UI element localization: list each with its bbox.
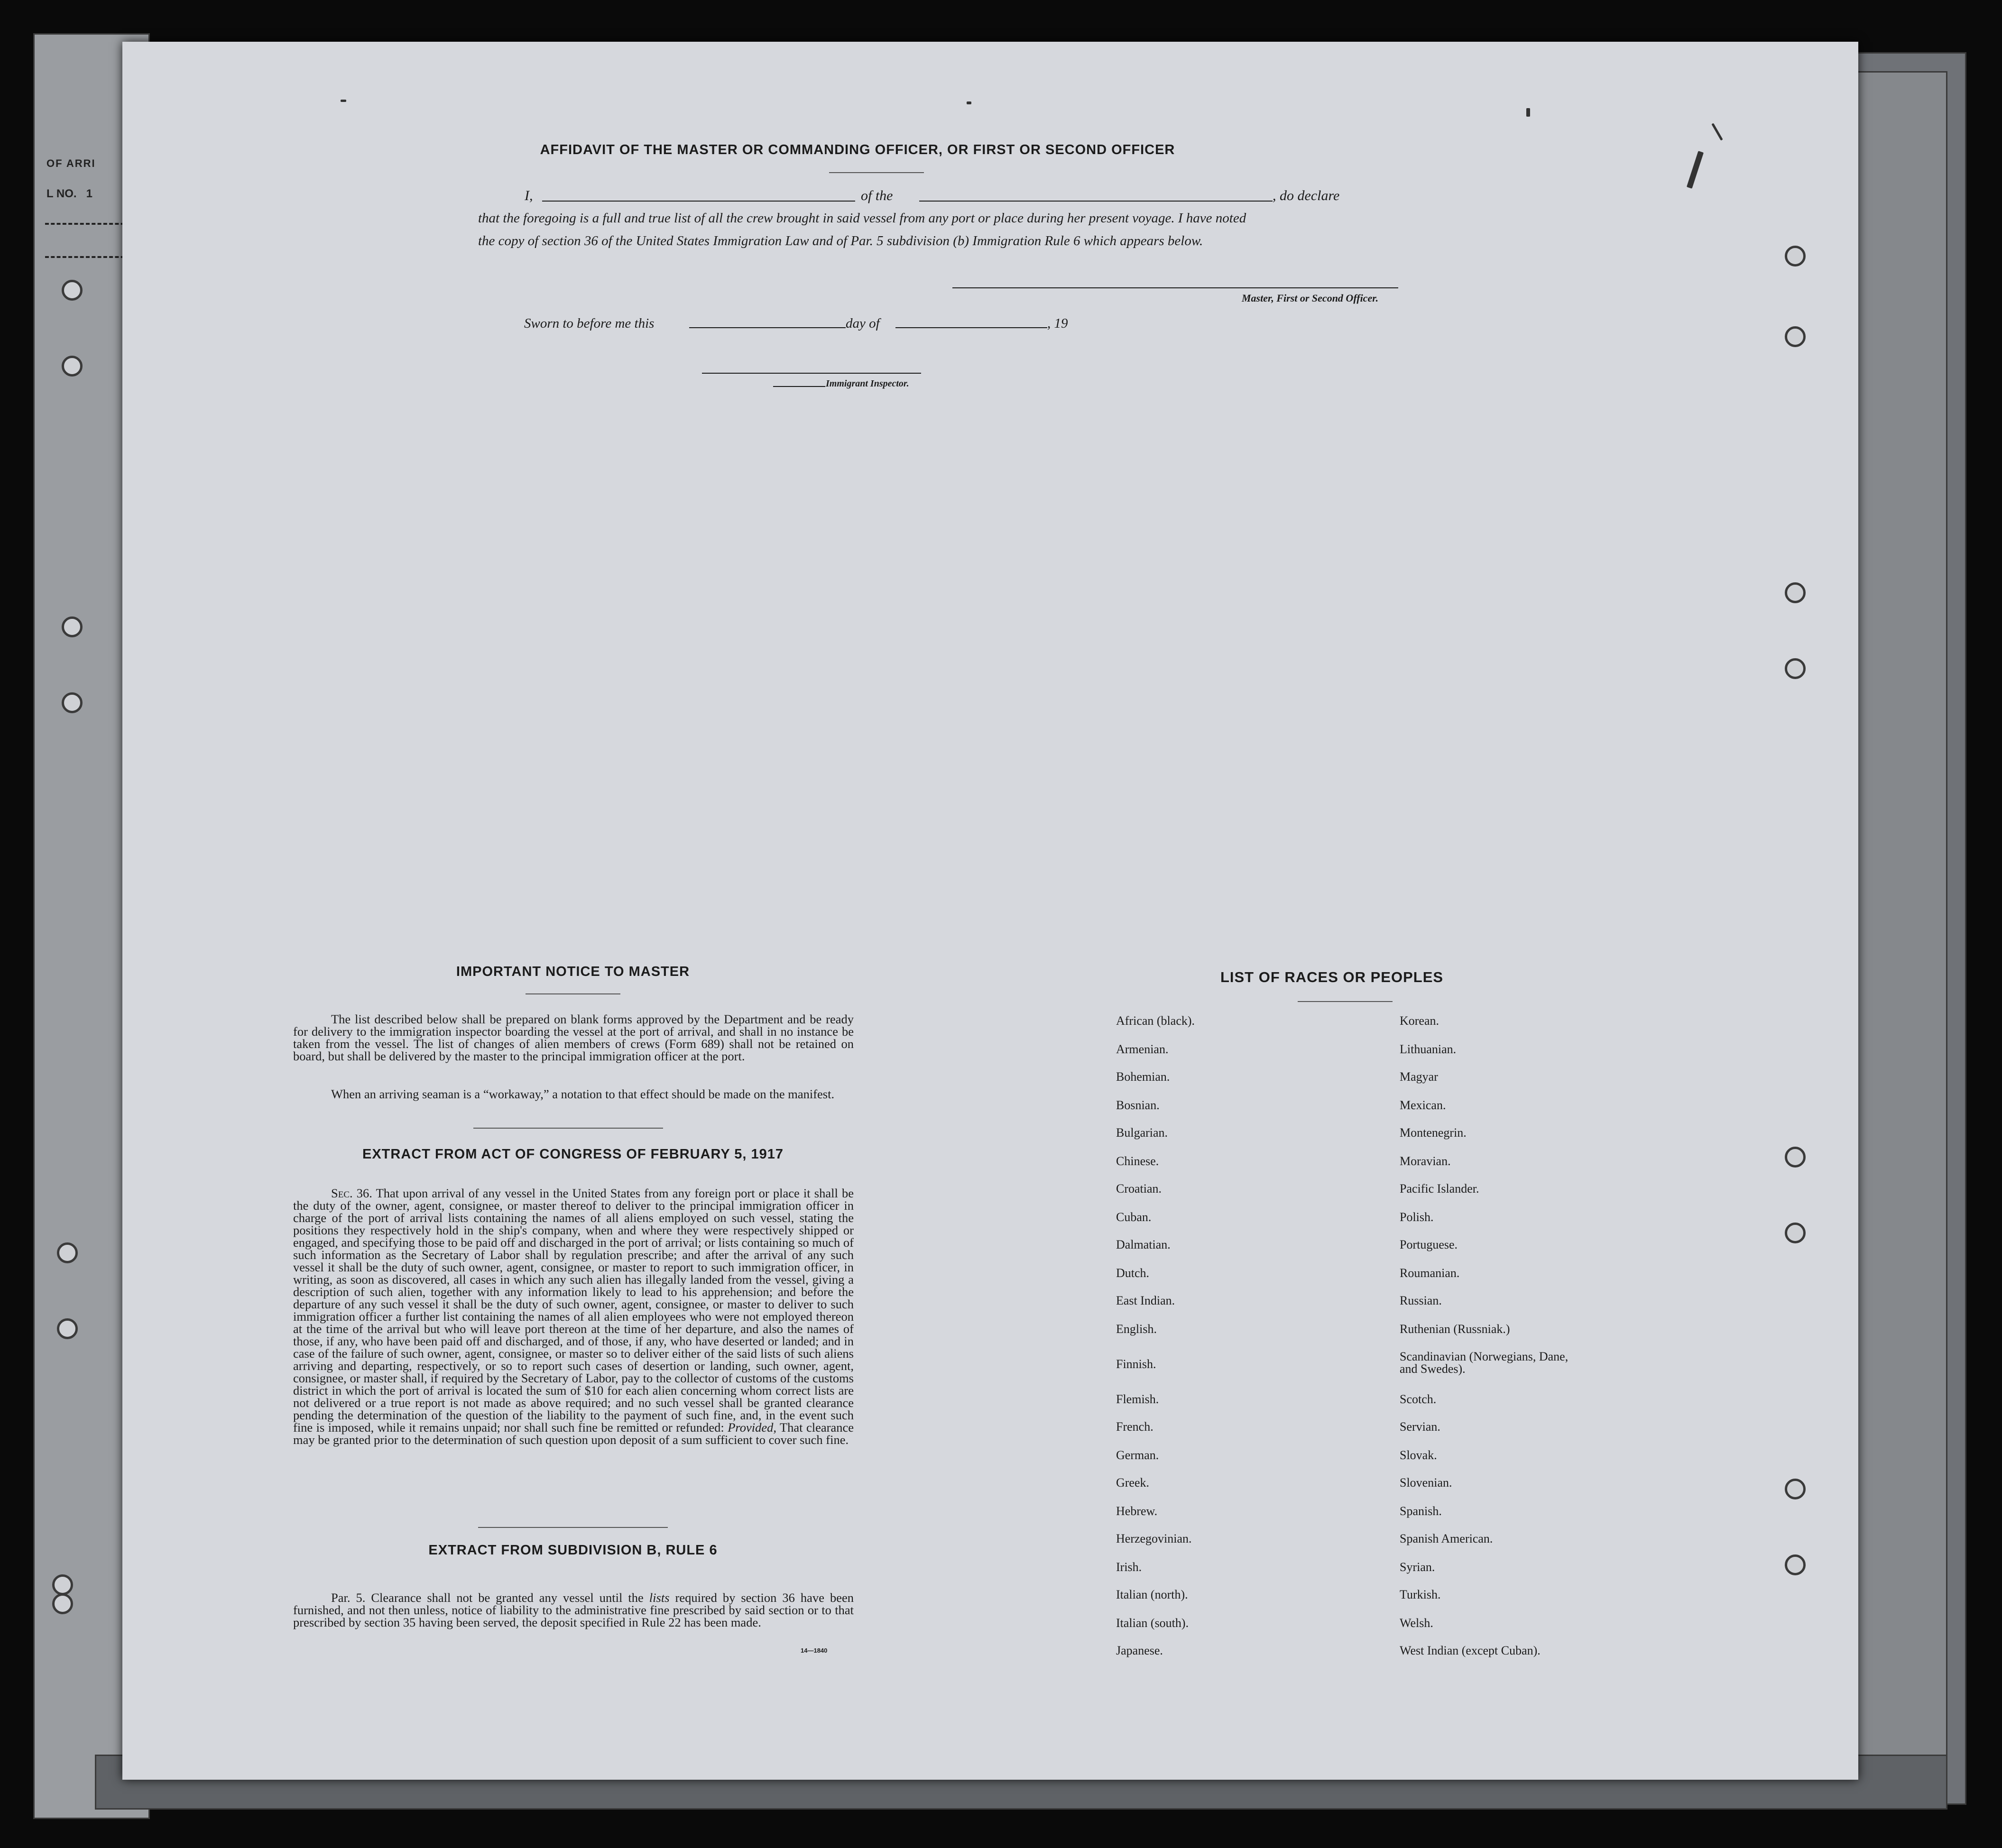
notice-paragraph-1: The list described below shall be prepared on blank forms approved by the Department and be ready for delivery to the immigration inspector boarding the vessel at the port of arrival, and shall in no instance be taken from the vessel. The list of changes of alien members of crews (Form 689) shall not be retained on board, but shall be delivered by the master to the principal immigration officer at the port. — [293, 1012, 854, 1063]
race-item-left: Hebrew. — [1116, 1504, 1158, 1518]
sworn-end: , 19 — [1047, 316, 1068, 331]
notice-title: IMPORTANT NOTICE TO MASTER — [456, 964, 690, 979]
master-signature-label: Master, First or Second Officer. — [1242, 292, 1379, 304]
inspector-label: Immigrant Inspector. — [826, 378, 909, 389]
race-item-left: Finnish. — [1116, 1357, 1156, 1371]
race-item-right: Scotch. — [1400, 1392, 1437, 1406]
lists-word: lists — [649, 1591, 670, 1605]
race-item-left: Bosnian. — [1116, 1098, 1160, 1112]
binding-hole — [1785, 1223, 1806, 1243]
binding-hole — [1785, 326, 1806, 347]
binding-hole — [1785, 246, 1806, 267]
race-item-left: Armenian. — [1116, 1042, 1169, 1056]
race-item-right: Servian. — [1400, 1420, 1440, 1434]
affidavit-line2: that the foregoing is a full and true list of all the crew brought in said vessel from any port or place during her present voyage. I have noted — [478, 211, 1246, 226]
extract-act-divider — [478, 1527, 668, 1528]
race-item-left: French. — [1116, 1420, 1153, 1434]
notice-divider — [473, 1128, 663, 1129]
back-sheet-right-2 — [1850, 71, 1947, 1791]
form-page — [122, 42, 1858, 1780]
race-item-left: Bohemian. — [1116, 1070, 1170, 1084]
sworn-start: Sworn to before me this — [524, 316, 655, 331]
race-item-left: Japanese. — [1116, 1644, 1163, 1657]
binding-hole — [1785, 1554, 1806, 1575]
binding-hole — [52, 1593, 73, 1614]
binding-hole — [57, 1242, 78, 1263]
rule-text-a: Par. 5. Clearance shall not be granted any vessel until the — [331, 1591, 644, 1605]
race-item-right: Roumanian. — [1400, 1266, 1460, 1280]
ink-mark — [341, 100, 346, 102]
binding-hole — [1785, 658, 1806, 679]
inspector-short-line — [773, 386, 825, 387]
edge-dash-line-2 — [45, 256, 130, 258]
blank-month-line — [895, 327, 1047, 328]
edge-fragment-1: OF ARRI — [46, 157, 96, 169]
ink-mark — [967, 101, 971, 104]
race-item-right: Portuguese. — [1400, 1238, 1458, 1251]
race-item-right: Montenegrin. — [1400, 1126, 1467, 1140]
race-item-right: Ruthenian (Russniak.) — [1400, 1322, 1510, 1336]
binding-hole — [62, 616, 83, 637]
race-item-left: English. — [1116, 1322, 1157, 1336]
race-item-right: Magyar — [1400, 1070, 1438, 1084]
sworn-mid: day of — [846, 316, 880, 331]
race-item-right: Pacific Islander. — [1400, 1182, 1479, 1195]
rule-text-b: required by section 36 have been furnished, and not then unless, notice of liability to the administrative fine prescribed by said section or to that prescribed by section 35 having been served, the deposit specified in Rule 22 has been made. — [293, 1591, 854, 1629]
race-item-left: Bulgarian. — [1116, 1126, 1168, 1140]
race-item-left: Flemish. — [1116, 1392, 1159, 1406]
race-item-right: Spanish American. — [1400, 1532, 1493, 1545]
race-item-left: African (black). — [1116, 1014, 1195, 1028]
race-item-left: Italian (north). — [1116, 1588, 1188, 1601]
binding-hole — [62, 356, 83, 377]
binding-hole — [1785, 582, 1806, 603]
edge-dash-line-1 — [45, 223, 130, 225]
race-item-left: Cuban. — [1116, 1210, 1152, 1224]
blank-name-line — [542, 201, 855, 202]
notice-title-divider — [526, 993, 620, 994]
ink-mark — [1526, 108, 1530, 117]
race-item-left: Chinese. — [1116, 1154, 1159, 1168]
extract-act-title: EXTRACT FROM ACT OF CONGRESS OF FEBRUARY 5, 1917 — [362, 1147, 784, 1162]
race-item-right: Polish. — [1400, 1210, 1434, 1224]
master-signature-line — [952, 287, 1398, 288]
notice-paragraph-2: When an arriving seaman is a “workaway,” a notation to that effect should be made on the manifest. — [331, 1087, 835, 1101]
race-item-left: Herzegovinian. — [1116, 1532, 1192, 1545]
race-item-right: Slovenian. — [1400, 1476, 1452, 1489]
blank-vessel-line — [919, 201, 1273, 202]
inspector-signature-line — [702, 373, 921, 374]
race-item-right: Turkish. — [1400, 1588, 1441, 1601]
extract-rule-text — [293, 1591, 854, 1628]
race-item-left: Irish. — [1116, 1560, 1142, 1574]
blank-day-line — [689, 327, 846, 328]
race-item-right: Scandinavian (Norwegians, Dane, and Swedes). — [1400, 1350, 1568, 1376]
affidavit-line1-end: , do declare — [1273, 188, 1340, 203]
race-item-right: Syrian. — [1400, 1560, 1435, 1574]
race-item-right: Slovak. — [1400, 1448, 1437, 1462]
race-item-left: Dalmatian. — [1116, 1238, 1171, 1251]
affidavit-line1-start: I, — [525, 188, 533, 203]
race-item-left: Greek. — [1116, 1476, 1150, 1489]
race-item-right: Mexican. — [1400, 1098, 1446, 1112]
races-title-divider — [1298, 1001, 1393, 1002]
binding-hole — [62, 692, 83, 713]
race-item-left: Dutch. — [1116, 1266, 1150, 1280]
section-label: Sec. 36. — [331, 1186, 372, 1200]
provided-text: That clearance may be granted prior to the determination of such question upon deposit of a sum sufficient to cover such fine. — [293, 1420, 854, 1447]
race-item-right: Welsh. — [1400, 1616, 1433, 1630]
race-item-left: Croatian. — [1116, 1182, 1162, 1195]
affidavit-line3: the copy of section 36 of the United States Immigration Law and of Par. 5 subdivision (b) Immigration Rule 6 which appears below. — [478, 233, 1203, 248]
provided-label: Provided, — [728, 1420, 776, 1434]
races-title: LIST OF RACES OR PEOPLES — [1220, 969, 1444, 985]
race-item-right: Spanish. — [1400, 1504, 1442, 1518]
extract-act-text — [293, 1187, 854, 1446]
race-item-right: Lithuanian. — [1400, 1042, 1457, 1056]
affidavit-title-divider — [829, 172, 924, 173]
affidavit-title: AFFIDAVIT OF THE MASTER OR COMMANDING OFFICER, OR FIRST OR SECOND OFFICER — [540, 142, 1175, 157]
race-item-right: Russian. — [1400, 1294, 1442, 1307]
race-item-left: German. — [1116, 1448, 1159, 1462]
form-number: 14—1840 — [801, 1647, 828, 1654]
binding-hole — [1785, 1147, 1806, 1168]
ink-mark — [1711, 123, 1723, 140]
binding-hole — [1785, 1479, 1806, 1499]
binding-hole — [52, 1574, 73, 1595]
binding-hole — [57, 1318, 78, 1339]
race-item-right: West Indian (except Cuban). — [1400, 1644, 1541, 1657]
race-item-left: Italian (south). — [1116, 1616, 1189, 1630]
affidavit-line1-mid: of the — [861, 188, 893, 203]
binding-hole — [62, 280, 83, 301]
race-item-left: East Indian. — [1116, 1294, 1175, 1307]
race-item-right: Moravian. — [1400, 1154, 1451, 1168]
section-36-body: That upon arrival of any vessel in the United States from any foreign port or place it shall be the duty of the owner, agent, consignee, or master thereof to deliver to the principal immigration officer in charge of the port of arrival lists containing the names of all aliens employed on such vessel, stating the positions they respectively hold in the ship's company, when and where they were respectively shipped or engaged, and specifying those to be paid off and discharged in the port of arrival; or lists containing so much of such information as the Secretary of Labor shall by regulation prescribe; and after the arrival of any such vessel it shall be the duty of such owner, agent, consignee, or master to report to such immigration officer, in writing, as soon as discovered, all cases in which any such alien has illegally landed from the vessel, giving a description of such alien, together with any information likely to lead to his apprehension; and before the departure of any such vessel it shall be the duty of such owner, agent, consignee, or master to deliver to such immigration officer a further list containing the names of all alien employees who were not employed thereon at the time of the arrival but who will leave port thereon at the time of her departure, and also the names of those, if any, who have been paid off and discharged, and of those, if any, who have deserted or landed; and in case of the failure of such owner, agent, consignee, or master so to deliver either of the said lists of such aliens arriving and departing, respectively, or so to report such cases of desertion or landing, such owner, agent, consignee, or master shall, if required by the Secretary of Labor, pay to the collector of customs of the customs district in which the port of arrival is located the sum of $10 for each alien concerning whom correct lists are not delivered or a true report is not made as above required; and no such vessel shall be granted clearance pending the determination of the question of the liability to the payment of such fine, and, in the event such fine is imposed, while it remains unpaid; nor shall such fine be remitted or refunded: — [293, 1186, 854, 1434]
edge-fragment-2: L NO. 1 — [46, 187, 92, 200]
extract-rule-title: EXTRACT FROM SUBDIVISION B, RULE 6 — [428, 1543, 718, 1558]
ink-mark — [1687, 151, 1704, 189]
race-item-right: Korean. — [1400, 1014, 1439, 1028]
